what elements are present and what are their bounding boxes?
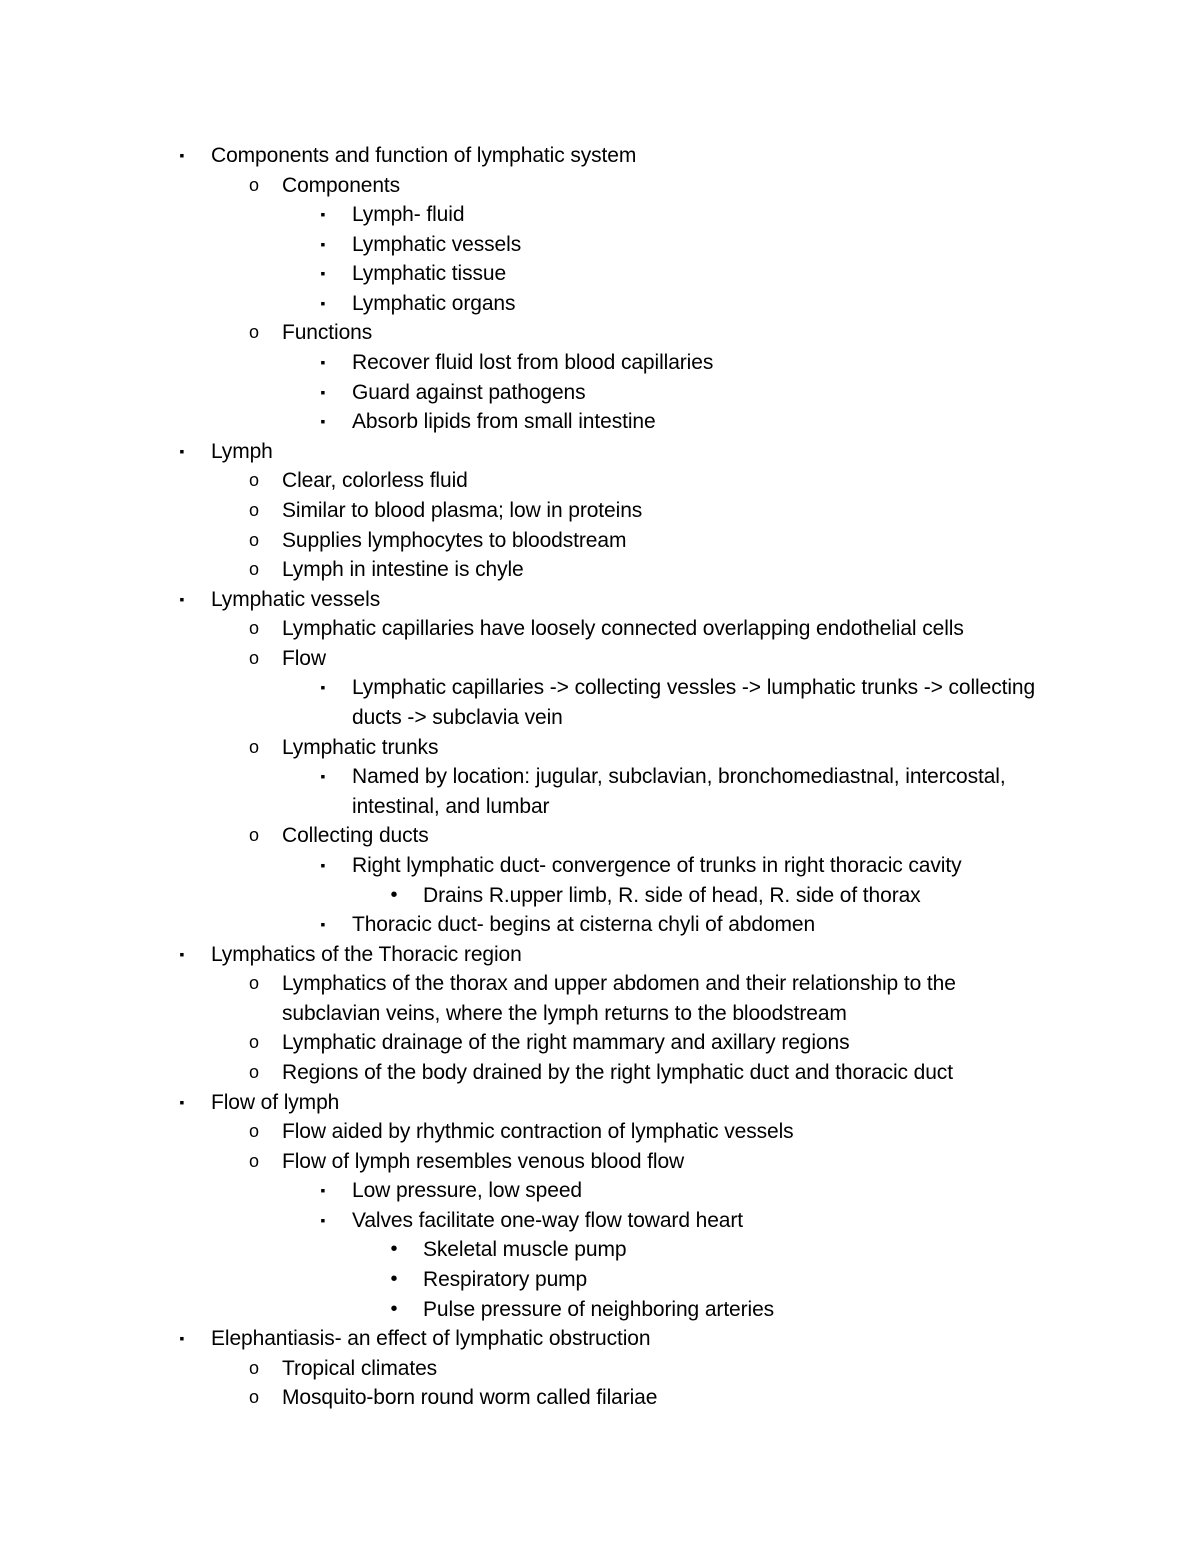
list-bullet-level-1: ▪ — [179, 1330, 185, 1347]
list-item: Lymphatic vessels — [352, 232, 522, 256]
list-bullet-level-3: ▪ — [320, 1211, 326, 1228]
list-item: Regions of the body drained by the right lymphatic duct and thoracic duct — [282, 1060, 953, 1084]
list-bullet-level-3: ▪ — [320, 1182, 326, 1199]
list-bullet-level-2: o — [248, 825, 259, 846]
list-bullet-level-2: o — [248, 529, 259, 550]
list-bullet-level-1: ▪ — [179, 442, 185, 459]
list-item: Skeletal muscle pump — [423, 1238, 627, 1262]
list-item: Clear, colorless fluid — [282, 469, 468, 493]
list-item: Similar to blood plasma; low in proteins — [282, 498, 643, 522]
list-item: Absorb lipids from small intestine — [352, 410, 656, 434]
list-bullet-level-3: ▪ — [320, 856, 326, 873]
list-item: Lymphatics of the Thoracic region — [211, 942, 522, 966]
list-item: Pulse pressure of neighboring arteries — [423, 1297, 775, 1321]
list-item: Lymphatic vessels — [211, 587, 381, 611]
list-item: Supplies lymphocytes to bloodstream — [282, 528, 627, 552]
list-item: Right lymphatic duct- convergence of trunks in right thoracic cavity — [352, 853, 962, 877]
list-item: Functions — [282, 321, 373, 345]
list-item: Lymph — [211, 439, 273, 463]
list-bullet-level-2: o — [248, 736, 259, 757]
list-bullet-level-3: ▪ — [320, 768, 326, 785]
list-bullet-level-2: o — [248, 174, 259, 195]
list-bullet-level-3: ▪ — [320, 354, 326, 371]
list-item: Guard against pathogens — [352, 380, 586, 404]
list-item: Components and function of lymphatic system — [211, 144, 637, 167]
list-item: Tropical climates — [282, 1356, 438, 1380]
list-item: Valves facilitate one-way flow toward heart — [352, 1208, 743, 1232]
list-bullet-level-2: o — [248, 973, 259, 994]
list-item: Low pressure, low speed — [352, 1179, 582, 1203]
list-bullet-level-2: o — [248, 559, 259, 580]
list-bullet-level-3: ▪ — [320, 294, 326, 311]
list-bullet-level-1: ▪ — [179, 945, 185, 962]
list-bullet-level-3: ▪ — [320, 916, 326, 933]
list-item: Flow of lymph — [211, 1090, 340, 1114]
list-item: Lymphatic organs — [352, 291, 516, 315]
list-bullet-level-4: • — [390, 1297, 398, 1320]
list-item: Lymphatics of the thorax and upper abdomen and their relationship to the — [282, 972, 956, 996]
list-bullet-level-2: o — [248, 322, 259, 343]
list-item: Flow aided by rhythmic contraction of lymphatic vessels — [282, 1120, 794, 1144]
list-item: Components — [282, 173, 401, 197]
list-item: Respiratory pump — [423, 1268, 588, 1292]
list-item: Lymphatic capillaries have loosely connected overlapping endothelial cells — [282, 617, 964, 641]
list-bullet-level-2: o — [248, 1121, 259, 1142]
list-item: Drains R.upper limb, R. side of head, R. side of thorax — [423, 883, 921, 907]
list-bullet-level-4: • — [390, 1268, 398, 1291]
list-item: Lymphatic drainage of the right mammary and axillary regions — [282, 1031, 850, 1055]
list-item: Lymphatic capillaries -> collecting vessles -> lumphatic trunks -> collecting — [352, 676, 1036, 700]
list-bullet-level-3: ▪ — [320, 235, 326, 252]
list-item: Lymphatic trunks — [282, 735, 439, 759]
list-bullet-level-2: o — [248, 1032, 259, 1053]
list-item-continuation: ducts -> subclavia vein — [352, 706, 563, 730]
list-item-continuation: subclavian veins, where the lymph returns to the bloodstream — [282, 1001, 847, 1025]
list-bullet-level-3: ▪ — [320, 413, 326, 430]
list-bullet-level-2: o — [248, 1387, 259, 1408]
list-bullet-level-1: ▪ — [179, 590, 185, 607]
list-item: Lymph- fluid — [352, 203, 465, 227]
list-item-continuation: intestinal, and lumbar — [352, 794, 550, 818]
list-bullet-level-2: o — [248, 618, 259, 639]
list-bullet-level-4: • — [390, 883, 398, 906]
list-item: Recover fluid lost from blood capillaries — [352, 351, 714, 375]
list-item: Thoracic duct- begins at cisterna chyli of abdomen — [352, 913, 816, 937]
list-bullet-level-1: ▪ — [179, 147, 185, 163]
list-item: Named by location: jugular, subclavian, bronchomediastnal, intercostal, — [352, 765, 1006, 789]
list-bullet-level-4: • — [390, 1238, 398, 1261]
list-item: Flow of lymph resembles venous blood flow — [282, 1149, 685, 1173]
list-bullet-level-2: o — [248, 1150, 259, 1171]
list-bullet-level-3: ▪ — [320, 206, 326, 223]
list-bullet-level-3: ▪ — [320, 679, 326, 696]
list-item: Lymph in intestine is chyle — [282, 558, 524, 582]
list-bullet-level-2: o — [248, 1061, 259, 1082]
list-item: Flow — [282, 646, 326, 670]
list-bullet-level-2: o — [248, 1357, 259, 1378]
list-item: Elephantiasis- an effect of lymphatic obstruction — [211, 1327, 651, 1351]
list-bullet-level-1: ▪ — [179, 1093, 185, 1110]
list-bullet-level-3: ▪ — [320, 383, 326, 400]
list-item: Lymphatic tissue — [352, 262, 507, 286]
list-item: Collecting ducts — [282, 824, 429, 848]
list-item: Mosquito-born round worm called filariae — [282, 1386, 658, 1410]
list-bullet-level-2: o — [248, 470, 259, 491]
list-bullet-level-2: o — [248, 499, 259, 520]
list-bullet-level-3: ▪ — [320, 265, 326, 282]
list-bullet-level-2: o — [248, 647, 259, 668]
